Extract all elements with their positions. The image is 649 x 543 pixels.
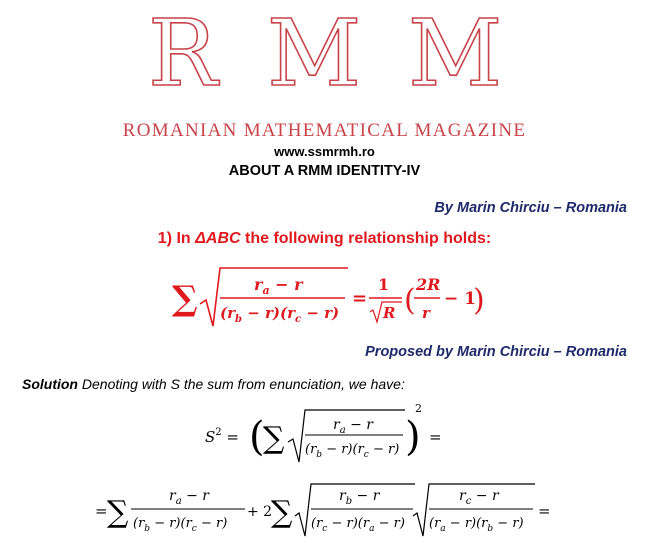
logo-letter-m1: M bbox=[267, 0, 362, 100]
svg-text:): ) bbox=[473, 283, 485, 318]
svg-text:(rb − r)(rc − r): $(r_b - r)(r_c - r)$ bbox=[220, 304, 340, 325]
expansion-formula bbox=[95, 476, 555, 540]
solution-line bbox=[22, 376, 405, 392]
svg-text:2R: 2R bbox=[416, 275, 441, 294]
statement-prefix: 1) In bbox=[157, 230, 196, 247]
svg-text:r: r bbox=[422, 304, 430, 322]
svg-text:): ) bbox=[405, 414, 421, 460]
proposed-by: Proposed by Marin Chirciu – Romania bbox=[365, 344, 627, 360]
svg-text:(ra − r)(rb − r): $(r_a - r)(r_b - r)$ bbox=[429, 516, 524, 534]
svg-text:(rb − r)(rc − r): $(r_b - r)(r_c - r)$ bbox=[305, 442, 400, 460]
svg-text:ra − r: $r_a - r$ bbox=[169, 488, 209, 507]
magazine-name: ROMANIAN MATHEMATICAL MAGAZINE bbox=[122, 120, 527, 141]
svg-text:=: = bbox=[429, 428, 442, 446]
svg-text:∑: ∑ bbox=[271, 495, 293, 530]
logo-letter-m2: M bbox=[408, 0, 503, 100]
svg-text:rb − r: $r_b - r$ bbox=[339, 488, 380, 507]
solution-label: Solution bbox=[22, 376, 78, 392]
svg-text:ra − r: $r_a - r$ bbox=[333, 417, 373, 436]
svg-text:(rb − r)(rc − r): $(r_b - r)(r_c - r)$ bbox=[133, 516, 228, 534]
problem-statement bbox=[0, 230, 649, 248]
svg-text:(: ( bbox=[404, 283, 416, 318]
svg-text:=: = bbox=[538, 502, 551, 520]
svg-text:ra − r: $r_a - r$ bbox=[254, 275, 303, 297]
article-title: ABOUT A RMM IDENTITY-IV bbox=[228, 163, 421, 179]
rmm-logo bbox=[0, 0, 649, 100]
svg-text:− 1: − 1 bbox=[444, 289, 476, 309]
svg-text:R: R bbox=[383, 304, 396, 322]
svg-text:∑: ∑ bbox=[263, 421, 285, 456]
svg-text:∑: ∑ bbox=[172, 279, 198, 319]
svg-text:rc − r: $r_c - r$ bbox=[459, 488, 499, 507]
author-line: By Marin Chirciu – Romania bbox=[434, 200, 627, 216]
identity-formula bbox=[170, 260, 490, 332]
statement-suffix: the following relationship holds: bbox=[240, 230, 492, 247]
svg-text:S2 =: $S^2$ = bbox=[205, 427, 239, 446]
svg-text:2: 2 bbox=[415, 402, 422, 415]
s-squared-formula bbox=[205, 398, 455, 468]
svg-text:=: = bbox=[95, 502, 108, 520]
solution-text: Denoting with S the sum from enunciation, we have: bbox=[78, 376, 405, 392]
triangle-label: ΔABC bbox=[195, 230, 241, 247]
svg-text:(rc − r)(ra − r): $(r_c - r)(r_a - r)$ bbox=[311, 516, 405, 534]
svg-text:(: ( bbox=[249, 414, 265, 460]
svg-text:∑: ∑ bbox=[107, 495, 129, 530]
svg-text:1: 1 bbox=[378, 275, 390, 294]
svg-text:+ 2: + 2 bbox=[247, 504, 273, 520]
logo-letter-r: R bbox=[148, 0, 218, 100]
svg-text:=: = bbox=[352, 288, 368, 309]
website-link[interactable]: www.ssmrmh.ro bbox=[274, 144, 375, 159]
